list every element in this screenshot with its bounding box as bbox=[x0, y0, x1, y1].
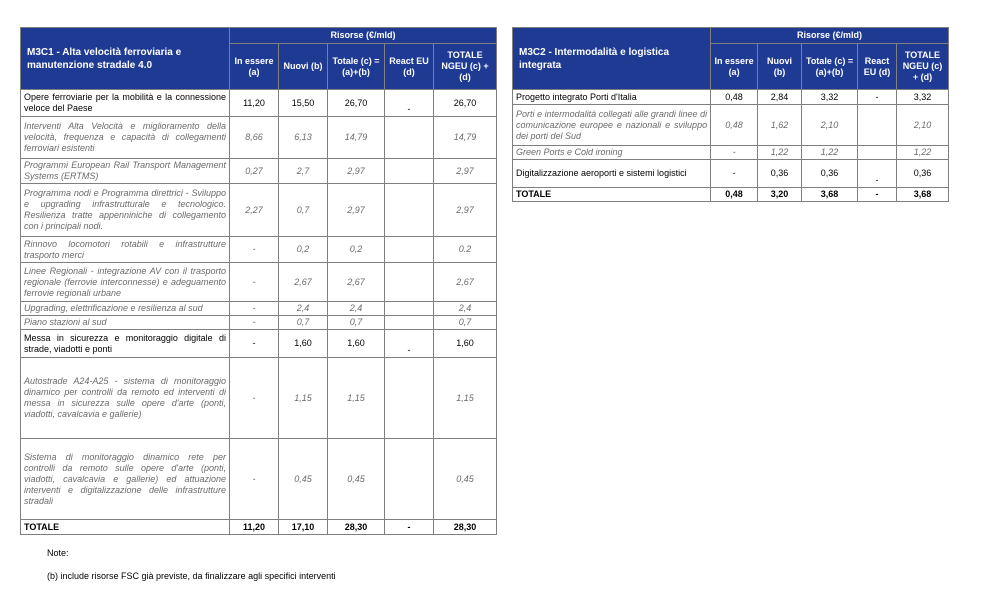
value-react-eu bbox=[385, 439, 434, 520]
row-label: Opere ferroviarie per la mobilità e la connessione veloce del Paese bbox=[21, 90, 230, 117]
column-header: Nuovi (b) bbox=[279, 44, 328, 90]
value-totale: 0,7 bbox=[328, 316, 385, 330]
value-nuovi: 2,7 bbox=[279, 159, 328, 184]
value-react-eu: - bbox=[858, 90, 897, 105]
row-label: Linee Regionali - integrazione AV con il trasporto regionale (ferrovie interconnesse) e adeguamento ferrovie regionali urbane bbox=[21, 263, 230, 302]
value-in-essere: - bbox=[711, 160, 758, 188]
value-react-eu bbox=[385, 237, 434, 263]
value-totale: 1,22 bbox=[801, 146, 857, 160]
value-nuovi: 17,10 bbox=[279, 520, 328, 535]
value-nuovi: 3,20 bbox=[758, 188, 802, 202]
value-totale-ngeu: 28,30 bbox=[434, 520, 497, 535]
value-in-essere: - bbox=[230, 316, 279, 330]
table-row bbox=[513, 160, 949, 188]
column-header: Nuovi (b) bbox=[758, 44, 802, 90]
table-row bbox=[21, 302, 497, 316]
value-nuovi: 6,13 bbox=[279, 117, 328, 159]
value-react-eu bbox=[385, 358, 434, 439]
value-react-eu: - bbox=[385, 520, 434, 535]
value-in-essere: - bbox=[230, 439, 279, 520]
value-react-eu bbox=[385, 184, 434, 237]
table-row bbox=[513, 90, 949, 105]
value-totale: 1,60 bbox=[328, 330, 385, 358]
row-label: Rinnovo locomotori rotabili e infrastrutture trasporto merci bbox=[21, 237, 230, 263]
table-row bbox=[21, 358, 497, 439]
value-totale: 0,36 bbox=[801, 160, 857, 188]
value-totale: 2,10 bbox=[801, 105, 857, 146]
value-react-eu: - bbox=[858, 188, 897, 202]
table-row bbox=[513, 146, 949, 160]
column-header: TOTALE NGEU (c) + (d) bbox=[434, 44, 497, 90]
row-label: Digitalizzazione aeroporti e sistemi logistici bbox=[513, 160, 711, 188]
group-header: Risorse (€/mld) bbox=[230, 28, 497, 44]
value-in-essere: - bbox=[711, 146, 758, 160]
value-totale: 0,45 bbox=[328, 439, 385, 520]
value-totale: 3,32 bbox=[801, 90, 857, 105]
value-totale-ngeu: 1,15 bbox=[434, 358, 497, 439]
value-totale-ngeu: 2,97 bbox=[434, 184, 497, 237]
column-header: Totale (c) = (a)+(b) bbox=[328, 44, 385, 90]
value-react-eu bbox=[858, 146, 897, 160]
value-totale-ngeu: 0.2 bbox=[434, 237, 497, 263]
column-header: React EU (d) bbox=[858, 44, 897, 90]
value-react-eu bbox=[385, 316, 434, 330]
value-in-essere: - bbox=[230, 358, 279, 439]
value-totale-ngeu: 2,97 bbox=[434, 159, 497, 184]
value-totale: 2,67 bbox=[328, 263, 385, 302]
value-in-essere: 11,20 bbox=[230, 520, 279, 535]
value-totale-ngeu: 0,45 bbox=[434, 439, 497, 520]
row-label: Autostrade A24-A25 - sistema di monitoraggio dinamico per controlli da remoto ed interventi di messa in sicurezza sulle opere d'arte (ponti, viadotti, cavalcavia e gallerie) bbox=[21, 358, 230, 439]
value-nuovi: 2,84 bbox=[758, 90, 802, 105]
value-nuovi: 1,60 bbox=[279, 330, 328, 358]
value-in-essere: 0,48 bbox=[711, 105, 758, 146]
row-label: Sistema di monitoraggio dinamico rete per controlli da remoto sulle opere d'arte (ponti, viadotti, cavalcavia e gallerie) ed attuazione interventi e digitalizzazione delle infrastrutture stradali bbox=[21, 439, 230, 520]
row-label: Messa in sicurezza e monitoraggio digitale di strade, viadotti e ponti bbox=[21, 330, 230, 358]
table-row bbox=[21, 90, 497, 117]
table-row bbox=[21, 439, 497, 520]
column-header: In essere (a) bbox=[711, 44, 758, 90]
value-react-eu bbox=[385, 117, 434, 159]
value-nuovi: 1,22 bbox=[758, 146, 802, 160]
table-row bbox=[21, 263, 497, 302]
value-totale-ngeu: 14,79 bbox=[434, 117, 497, 159]
value-totale: 28,30 bbox=[328, 520, 385, 535]
value-in-essere: - bbox=[230, 237, 279, 263]
total-row bbox=[21, 520, 497, 535]
table-m3c2 bbox=[512, 27, 949, 202]
value-in-essere: 0,27 bbox=[230, 159, 279, 184]
table-row bbox=[21, 316, 497, 330]
row-label: Programmi European Rail Transport Management Systems (ERTMS) bbox=[21, 159, 230, 184]
table-title: M3C2 - Intermodalità e logistica integrata bbox=[513, 28, 711, 90]
table-row bbox=[21, 159, 497, 184]
row-label: Piano stazioni al sud bbox=[21, 316, 230, 330]
value-react-eu bbox=[385, 302, 434, 316]
value-react-eu bbox=[385, 263, 434, 302]
value-totale-ngeu: 2,67 bbox=[434, 263, 497, 302]
value-in-essere: - bbox=[230, 302, 279, 316]
row-label: Green Ports e Cold ironing bbox=[513, 146, 711, 160]
value-in-essere: 0,48 bbox=[711, 90, 758, 105]
value-nuovi: 2,4 bbox=[279, 302, 328, 316]
value-in-essere: 2,27 bbox=[230, 184, 279, 237]
value-nuovi: 15,50 bbox=[279, 90, 328, 117]
total-row bbox=[513, 188, 949, 202]
value-totale-ngeu: 26,70 bbox=[434, 90, 497, 117]
value-in-essere: 11,20 bbox=[230, 90, 279, 117]
value-totale: 14,79 bbox=[328, 117, 385, 159]
value-react-eu: - bbox=[858, 160, 897, 188]
row-label: TOTALE bbox=[21, 520, 230, 535]
value-nuovi: 0,45 bbox=[279, 439, 328, 520]
value-totale: 2,4 bbox=[328, 302, 385, 316]
value-totale: 26,70 bbox=[328, 90, 385, 117]
value-totale-ngeu: 2,10 bbox=[896, 105, 948, 146]
table-row bbox=[21, 237, 497, 263]
value-react-eu: - bbox=[385, 330, 434, 358]
value-nuovi: 0,2 bbox=[279, 237, 328, 263]
table-row bbox=[21, 330, 497, 358]
value-in-essere: 0,48 bbox=[711, 188, 758, 202]
value-nuovi: 2,67 bbox=[279, 263, 328, 302]
value-totale: 0,2 bbox=[328, 237, 385, 263]
value-react-eu bbox=[858, 105, 897, 146]
column-header: React EU (d) bbox=[385, 44, 434, 90]
column-header: TOTALE NGEU (c) + (d) bbox=[896, 44, 948, 90]
row-label: TOTALE bbox=[513, 188, 711, 202]
column-header: Totale (c) = (a)+(b) bbox=[801, 44, 857, 90]
column-header: In essere (a) bbox=[230, 44, 279, 90]
value-in-essere: - bbox=[230, 263, 279, 302]
table-row bbox=[513, 105, 949, 146]
table-row bbox=[21, 117, 497, 159]
table-m3c1 bbox=[20, 27, 497, 535]
value-nuovi: 1,15 bbox=[279, 358, 328, 439]
row-label: Upgrading, elettrificazione e resilienza al sud bbox=[21, 302, 230, 316]
value-totale: 1,15 bbox=[328, 358, 385, 439]
value-totale-ngeu: 2,4 bbox=[434, 302, 497, 316]
table-row bbox=[21, 184, 497, 237]
value-totale-ngeu: 3,32 bbox=[896, 90, 948, 105]
value-nuovi: 1,62 bbox=[758, 105, 802, 146]
value-totale-ngeu: 1,22 bbox=[896, 146, 948, 160]
value-totale: 3,68 bbox=[801, 188, 857, 202]
value-totale-ngeu: 3,68 bbox=[896, 188, 948, 202]
note-label: Note: bbox=[47, 548, 69, 558]
value-nuovi: 0,7 bbox=[279, 316, 328, 330]
table-title: M3C1 - Alta velocità ferroviaria e manutenzione stradale 4.0 bbox=[21, 28, 230, 90]
row-label: Interventi Alta Velocità e miglioramento della velocità, frequenza e capacità di collegamenti ferroviari esistenti bbox=[21, 117, 230, 159]
value-totale: 2,97 bbox=[328, 184, 385, 237]
value-in-essere: - bbox=[230, 330, 279, 358]
row-label: Programma nodi e Programma direttrici - Sviluppo e upgrading infrastrutturale e tecnologico. Resilienza tratte appenniniche di collegamento con i principali nodi. bbox=[21, 184, 230, 237]
value-totale-ngeu: 0,7 bbox=[434, 316, 497, 330]
value-totale-ngeu: 1,60 bbox=[434, 330, 497, 358]
value-totale: 2,97 bbox=[328, 159, 385, 184]
value-react-eu: - bbox=[385, 90, 434, 117]
value-react-eu bbox=[385, 159, 434, 184]
value-nuovi: 0,36 bbox=[758, 160, 802, 188]
value-in-essere: 8,66 bbox=[230, 117, 279, 159]
row-label: Progetto integrato Porti d'Italia bbox=[513, 90, 711, 105]
row-label: Porti e intermodalità collegati alle grandi linee di comunicazione europee e nazionali e sviluppo dei porti del Sud bbox=[513, 105, 711, 146]
value-totale-ngeu: 0,36 bbox=[896, 160, 948, 188]
group-header: Risorse (€/mld) bbox=[711, 28, 949, 44]
value-nuovi: 0,7 bbox=[279, 184, 328, 237]
note-b: (b) include risorse FSC già previste, da finalizzare agli specifici interventi bbox=[47, 571, 336, 581]
